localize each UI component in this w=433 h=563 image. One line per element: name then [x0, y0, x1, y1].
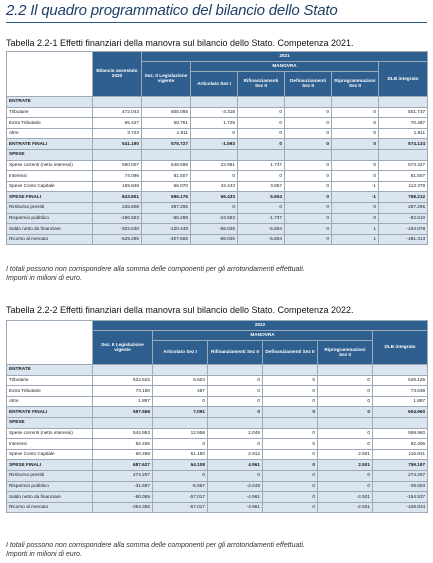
table-cell: 1.897 — [93, 396, 153, 407]
table-cell: 60.268 — [93, 449, 153, 460]
table-cell: 1.911 — [379, 128, 428, 139]
table-row — [7, 365, 428, 376]
table-cell — [208, 417, 263, 428]
table-cell: 0 — [263, 428, 318, 439]
table-cell: 82.406 — [373, 439, 428, 450]
table-cell: 0 — [285, 139, 332, 150]
corner-cell — [7, 52, 93, 97]
table-cell: 3.723 — [93, 128, 142, 139]
table-cell: 73.638 — [373, 386, 428, 397]
row-label: SPESE — [7, 417, 93, 428]
table-cell — [142, 97, 191, 108]
table-cell — [191, 97, 238, 108]
table-cell: 0 — [238, 139, 285, 150]
table-cell: 759.197 — [373, 460, 428, 471]
table-row — [7, 202, 428, 213]
col-header: Sez. II Legislazione vigente — [142, 62, 191, 97]
table-cell: 505.055 — [142, 107, 191, 118]
row-label: Interessi — [7, 171, 93, 182]
table-cell — [238, 149, 285, 160]
table-cell: 0 — [332, 118, 379, 129]
table-row — [7, 439, 428, 450]
table-cell: 0 — [208, 407, 263, 418]
table-cell: 0 — [332, 160, 379, 171]
table-cell: -1 — [332, 181, 379, 192]
table-cell: 1.737 — [238, 160, 285, 171]
table-cell: 73.150 — [93, 386, 153, 397]
year-header: 2022 — [93, 321, 428, 331]
table-cell: -407.665 — [142, 234, 191, 245]
table-caption-2021: Tabella 2.2-1 Effetti finanziari della manovra sul bilancio dello Stato. Competenza 2021. — [6, 38, 354, 48]
col-header: Articolato Sez I — [153, 341, 208, 365]
table-cell: 0 — [332, 171, 379, 182]
table-cell — [263, 417, 318, 428]
table-cell: -302.630 — [93, 224, 142, 235]
row-label: Saldo netto da finanziare — [7, 224, 93, 235]
table-cell: -2.501 — [318, 492, 373, 503]
table-cell: 116.831 — [373, 449, 428, 460]
table-row — [7, 97, 428, 108]
table-row — [7, 160, 428, 171]
table-cell: 0 — [208, 386, 263, 397]
table-cell: 2.912 — [208, 449, 263, 460]
table-cell: -5.604 — [238, 234, 285, 245]
table-cell: 0 — [153, 470, 208, 481]
table-cell: 0 — [208, 396, 263, 407]
table-row — [7, 107, 428, 118]
title-rule — [6, 22, 427, 23]
table-cell: -364.356 — [93, 502, 153, 513]
table-cell: 0 — [263, 492, 318, 503]
table-row — [7, 407, 428, 418]
table-cell: 12.958 — [153, 428, 208, 439]
table-cell: 0 — [332, 128, 379, 139]
table-row — [7, 181, 428, 192]
table-cell — [373, 417, 428, 428]
table-note: I totali possono non corrispondere alla somma delle componenti per gli arrotondamenti effettuati. — [6, 266, 305, 273]
table-cell: 575.727 — [142, 139, 191, 150]
table-cell: 0 — [191, 128, 238, 139]
table-note: Importi in milioni di euro. — [6, 551, 82, 558]
row-label: Ricorso al mercato — [7, 234, 93, 245]
col-header: Bilancio assestato 2020 — [93, 52, 142, 97]
table-cell: 0 — [263, 460, 318, 471]
table-cell: 472.043 — [93, 107, 142, 118]
table-cell: 1.897 — [373, 396, 428, 407]
table-cell: -5.604 — [238, 224, 285, 235]
table-cell: 113.378 — [379, 181, 428, 192]
table-cell: -68.026 — [191, 224, 238, 235]
year-header: 2021 — [142, 52, 428, 62]
table-row — [7, 375, 428, 386]
table-cell — [238, 97, 285, 108]
row-label: Interessi — [7, 439, 93, 450]
table-cell: 0 — [208, 439, 263, 450]
table-cell: 0 — [285, 118, 332, 129]
table-cell: 81.507 — [142, 171, 191, 182]
table-cell: -3.318 — [191, 107, 238, 118]
table-cell: 66.433 — [191, 192, 238, 203]
table-cell: 66.070 — [142, 181, 191, 192]
col-header: DLB integrato — [373, 331, 428, 365]
row-label: Extra Tributarie — [7, 386, 93, 397]
table-cell: 573.327 — [379, 160, 428, 171]
table-cell: 5.604 — [238, 192, 285, 203]
table-cell — [93, 149, 142, 160]
table-cell: 68.761 — [142, 118, 191, 129]
table-cell: -68.026 — [191, 234, 238, 245]
table-cell: 0 — [263, 396, 318, 407]
page-title: 2.2 Il quadro programmatico del bilancio dello Stato — [6, 2, 338, 19]
table-note: I totali possono non corrispondere alla somma delle componenti per gli arrotondamenti effettuati. — [6, 542, 305, 549]
table-cell: 0 — [153, 439, 208, 450]
table-cell: 1.911 — [142, 128, 191, 139]
table-cell: 0 — [191, 202, 238, 213]
table-cell: -2.501 — [318, 502, 373, 513]
table-cell: 1 — [332, 234, 379, 245]
table-cell: -24.583 — [191, 213, 238, 224]
col-header: DLB integrato — [379, 62, 428, 97]
table-row — [7, 171, 428, 182]
table-cell: 696.176 — [142, 192, 191, 203]
row-label: ENTRATE FINALI — [7, 407, 93, 418]
table-cell — [153, 365, 208, 376]
table-caption-2022: Tabella 2.2-2 Effetti finanziari della manovra sul bilancio dello Stato. Competenza 2022. — [6, 305, 354, 315]
row-label: Spese correnti (netto interessi) — [7, 160, 93, 171]
row-label: Tributarie — [7, 107, 93, 118]
table-cell: 0 — [332, 139, 379, 150]
col-header: Definanziamenti Sez II — [263, 341, 318, 365]
table-cell: -2.049 — [208, 481, 263, 492]
table-row — [7, 213, 428, 224]
table-cell: 0 — [263, 407, 318, 418]
table-row — [7, 128, 428, 139]
table-cell: -39.603 — [373, 481, 428, 492]
table-cell: 274.297 — [93, 470, 153, 481]
table-cell: 0 — [285, 192, 332, 203]
table-cell: 0 — [153, 396, 208, 407]
col-header: Riprogrammazioni Sez II — [332, 72, 379, 97]
table-cell — [285, 97, 332, 108]
manovra-header: MANOVRA — [191, 62, 379, 72]
row-label: ENTRATE FINALI — [7, 139, 93, 150]
table-cell: 7.091 — [153, 407, 208, 418]
table-cell: 70.487 — [379, 118, 428, 129]
row-label: SPESE FINALI — [7, 192, 93, 203]
table-cell: 74.096 — [93, 171, 142, 182]
table-cell: 274.297 — [373, 470, 428, 481]
col-header: Rifinanziamenti Sez II — [238, 72, 285, 97]
table-cell: 0 — [263, 439, 318, 450]
table-cell: 0 — [285, 107, 332, 118]
row-label: Risparmio pubblico — [7, 213, 93, 224]
table-cell: 0 — [285, 234, 332, 245]
table-cell: 0 — [263, 502, 318, 513]
table-cell: 2.049 — [208, 428, 263, 439]
table-cell: 574.134 — [379, 139, 428, 150]
table-cell — [93, 365, 153, 376]
table-cell: 559.960 — [373, 428, 428, 439]
table-cell: -31.687 — [93, 481, 153, 492]
table-2022 — [6, 320, 428, 513]
table-cell — [142, 149, 191, 160]
row-label: Rimborso prestiti — [7, 470, 93, 481]
table-cell: 3.867 — [238, 181, 285, 192]
table-cell: 0 — [332, 202, 379, 213]
table-cell: -90.059 — [93, 492, 153, 503]
table-cell — [379, 149, 428, 160]
table-cell: -56.288 — [142, 213, 191, 224]
table-cell: 0 — [285, 213, 332, 224]
table-cell: 522.522 — [93, 375, 153, 386]
table-cell: 0 — [263, 449, 318, 460]
table-cell: 169.848 — [93, 181, 142, 192]
table-cell: 1.725 — [191, 118, 238, 129]
table-cell: -4.961 — [208, 492, 263, 503]
table-cell: 0 — [208, 375, 263, 386]
col-header: Sez. II Legislazione vigente — [93, 331, 153, 365]
row-label: Rimborso prestiti — [7, 202, 93, 213]
table-cell: -4.961 — [208, 502, 263, 513]
table-cell: 51.150 — [153, 449, 208, 460]
row-label: ENTRATE — [7, 365, 93, 376]
table-cell: 0 — [318, 375, 373, 386]
table-cell: 0 — [318, 407, 373, 418]
table-cell: -82.610 — [379, 213, 428, 224]
table-cell: -196.553 — [93, 213, 142, 224]
table-row — [7, 460, 428, 471]
table-cell: 0 — [332, 107, 379, 118]
table-cell — [191, 149, 238, 160]
table-cell: 0 — [263, 375, 318, 386]
row-label: SPESE FINALI — [7, 460, 93, 471]
table-cell — [379, 97, 428, 108]
table-cell: 843.851 — [93, 192, 142, 203]
table-row — [7, 492, 428, 503]
col-header: Definanziamenti Sez II — [285, 72, 332, 97]
table-cell: 597.568 — [93, 407, 153, 418]
table-cell: -1 — [332, 192, 379, 203]
table-cell: 82.406 — [93, 439, 153, 450]
table-cell — [285, 149, 332, 160]
table-cell: 501.737 — [379, 107, 428, 118]
table-cell: -1.593 — [191, 139, 238, 150]
table-cell: 81.507 — [379, 171, 428, 182]
table-2021 — [6, 51, 428, 245]
table-cell: 0 — [238, 171, 285, 182]
table-cell: 0 — [263, 481, 318, 492]
row-label: Risparmio pubblico — [7, 481, 93, 492]
table-cell: 2.501 — [318, 449, 373, 460]
row-label: Altre — [7, 396, 93, 407]
table-cell: -194.078 — [379, 224, 428, 235]
table-cell: -154.537 — [373, 492, 428, 503]
table-cell: 541.190 — [93, 139, 142, 150]
row-label: Spese Conto Capitale — [7, 181, 93, 192]
table-row — [7, 502, 428, 513]
row-label: Extra Tributarie — [7, 118, 93, 129]
row-label: Altre — [7, 128, 93, 139]
table-cell: 768.212 — [379, 192, 428, 203]
table-cell: 529.125 — [373, 375, 428, 386]
table-cell — [93, 417, 153, 428]
col-header: Articolato Sez I — [191, 72, 238, 97]
table-cell — [318, 365, 373, 376]
table-cell: -5.867 — [153, 481, 208, 492]
table-cell: 687.627 — [93, 460, 153, 471]
table-cell: 43.443 — [191, 181, 238, 192]
table-cell: 544.953 — [93, 428, 153, 439]
table-cell — [263, 365, 318, 376]
table-cell: 226.608 — [93, 202, 142, 213]
table-cell: 0 — [238, 118, 285, 129]
table-cell: 0 — [318, 439, 373, 450]
table-cell — [332, 97, 379, 108]
table-cell: -529.295 — [93, 234, 142, 245]
table-cell: -428.834 — [373, 502, 428, 513]
table-cell: 0 — [285, 181, 332, 192]
table-note: Importi in milioni di euro. — [6, 275, 82, 282]
table-cell: 0 — [238, 107, 285, 118]
table-row — [7, 481, 428, 492]
row-label: Ricorso al mercato — [7, 502, 93, 513]
table-cell: 4.961 — [208, 460, 263, 471]
table-cell: 22.991 — [191, 160, 238, 171]
table-row — [7, 234, 428, 245]
table-row — [7, 139, 428, 150]
table-cell: 0 — [318, 428, 373, 439]
row-label: Spese correnti (netto interessi) — [7, 428, 93, 439]
table-cell — [318, 417, 373, 428]
table-cell — [332, 149, 379, 160]
table-row — [7, 192, 428, 203]
table-cell — [93, 97, 142, 108]
table-cell: 0 — [332, 213, 379, 224]
table-cell: 0 — [285, 160, 332, 171]
table-cell: -57.017 — [153, 502, 208, 513]
table-cell: 0 — [285, 128, 332, 139]
table-cell: 0 — [285, 224, 332, 235]
table-cell: 6.604 — [153, 375, 208, 386]
table-row — [7, 149, 428, 160]
table-row — [7, 396, 428, 407]
table-cell: 590.007 — [93, 160, 142, 171]
row-label: Spese Conto Capitale — [7, 449, 93, 460]
table-cell: 1 — [332, 224, 379, 235]
table-row — [7, 417, 428, 428]
corner-cell — [7, 321, 93, 365]
table-cell: 0 — [191, 171, 238, 182]
table-row — [7, 449, 428, 460]
table-cell: 0 — [318, 386, 373, 397]
table-cell: 287.295 — [379, 202, 428, 213]
table-row — [7, 224, 428, 235]
table-row — [7, 470, 428, 481]
table-cell: -481.313 — [379, 234, 428, 245]
table-row — [7, 386, 428, 397]
row-label: SPESE — [7, 149, 93, 160]
table-cell: 64.108 — [153, 460, 208, 471]
table-cell: 604.660 — [373, 407, 428, 418]
col-header: Rifinanziamenti Sez II — [208, 341, 263, 365]
table-cell: 0 — [208, 470, 263, 481]
table-cell: 0 — [318, 396, 373, 407]
table-cell — [208, 365, 263, 376]
row-label: ENTRATE — [7, 97, 93, 108]
table-cell: 0 — [238, 128, 285, 139]
table-cell: 0 — [318, 470, 373, 481]
table-cell: 0 — [238, 202, 285, 213]
manovra-header: MANOVRA — [153, 331, 373, 341]
table-cell: -120.449 — [142, 224, 191, 235]
table-cell: -57.017 — [153, 492, 208, 503]
table-row — [7, 428, 428, 439]
table-cell: 0 — [318, 481, 373, 492]
col-header: Riprogrammazioni Sez II — [318, 341, 373, 365]
table-cell: 287.295 — [142, 202, 191, 213]
table-cell: 487 — [153, 386, 208, 397]
table-cell — [373, 365, 428, 376]
table-cell: 0 — [285, 202, 332, 213]
table-cell: 0 — [263, 386, 318, 397]
table-cell: 0 — [285, 171, 332, 182]
table-row — [7, 118, 428, 129]
table-cell: 65.427 — [93, 118, 142, 129]
row-label: Tributarie — [7, 375, 93, 386]
table-cell: 0 — [263, 470, 318, 481]
row-label: Saldo netto da finanziare — [7, 492, 93, 503]
table-cell: 2.501 — [318, 460, 373, 471]
table-cell: -1.737 — [238, 213, 285, 224]
table-cell — [153, 417, 208, 428]
table-cell: 548.598 — [142, 160, 191, 171]
